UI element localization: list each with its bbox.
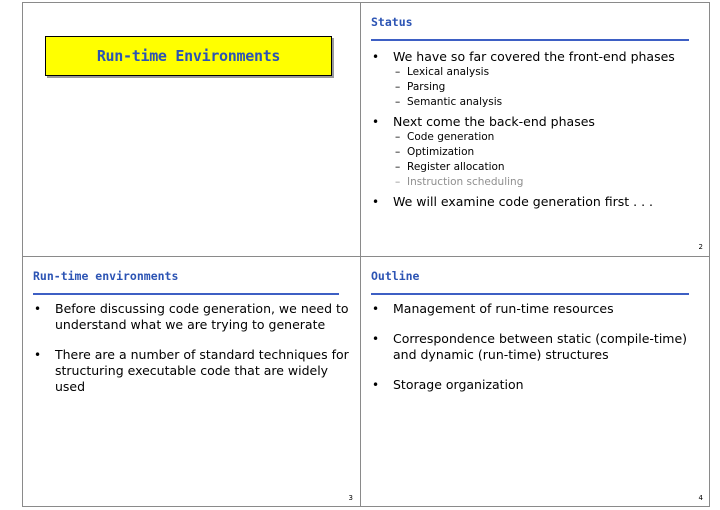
sub-text: Optimization [407, 146, 475, 158]
bullet-text: Management of run-time resources [393, 301, 614, 316]
dash-icon: – [395, 146, 401, 158]
bullet-icon: • [372, 332, 380, 346]
sub-text: Instruction scheduling [407, 176, 524, 188]
bullet-item [371, 194, 699, 210]
slide-content [371, 301, 699, 393]
sub-text: Semantic analysis [407, 96, 503, 108]
page-number: 2 [698, 243, 703, 251]
bullet-item [33, 301, 349, 333]
bullet-item [371, 331, 699, 363]
page-number: 3 [348, 494, 353, 502]
slide-content [33, 301, 349, 395]
slide-3 [23, 257, 359, 506]
bullet-item [371, 377, 699, 393]
sub-item-muted [371, 175, 699, 190]
heading-rule [371, 293, 689, 295]
bullet-icon: • [372, 115, 380, 129]
sub-text: Parsing [407, 81, 446, 93]
slide-2 [361, 3, 709, 255]
slide-1 [23, 3, 359, 255]
slide-content [371, 49, 699, 210]
bullet-item [371, 49, 699, 65]
bullet-text: There are a number of standard techniques for structuring executable code that are widely used [55, 347, 349, 394]
bullet-icon: • [34, 302, 42, 316]
bullet-item [33, 347, 349, 395]
dash-icon: – [395, 176, 401, 188]
dash-icon: – [395, 131, 401, 143]
sub-item [371, 80, 699, 95]
slide-4 [361, 257, 709, 506]
bullet-text: Next come the back-end phases [393, 114, 595, 129]
bullet-icon: • [372, 302, 380, 316]
page-number: 4 [698, 494, 703, 502]
heading-rule [371, 39, 689, 41]
sub-text: Lexical analysis [407, 66, 490, 78]
bullet-icon: • [372, 50, 380, 64]
bullet-text: Correspondence between static (compile-time) and dynamic (run-time) structures [393, 331, 688, 362]
title-box [45, 36, 332, 76]
bullet-item [371, 114, 699, 130]
bullet-icon: • [34, 348, 42, 362]
slide-heading: Outline [371, 269, 420, 283]
bullet-item [371, 301, 699, 317]
heading-rule [33, 293, 339, 295]
dash-icon: – [395, 81, 401, 93]
sub-text: Register allocation [407, 161, 505, 173]
bullet-text: We will examine code generation first . . . [393, 194, 654, 209]
sub-item [371, 130, 699, 145]
sub-item [371, 95, 699, 110]
slide-heading: Status [371, 15, 413, 29]
dash-icon: – [395, 96, 401, 108]
bullet-icon: • [372, 195, 380, 209]
bullet-icon: • [372, 378, 380, 392]
dash-icon: – [395, 66, 401, 78]
slide-title: Run-time Environments [96, 47, 281, 65]
bullet-text: Storage organization [393, 377, 524, 392]
sub-item [371, 160, 699, 175]
sub-item [371, 145, 699, 160]
bullet-text: Before discussing code generation, we need to understand what we are trying to generate [55, 301, 349, 332]
sub-item [371, 65, 699, 80]
slide-heading: Run-time environments [33, 269, 179, 283]
dash-icon: – [395, 161, 401, 173]
sub-text: Code generation [407, 131, 495, 143]
bullet-text: We have so far covered the front-end phases [393, 49, 675, 64]
